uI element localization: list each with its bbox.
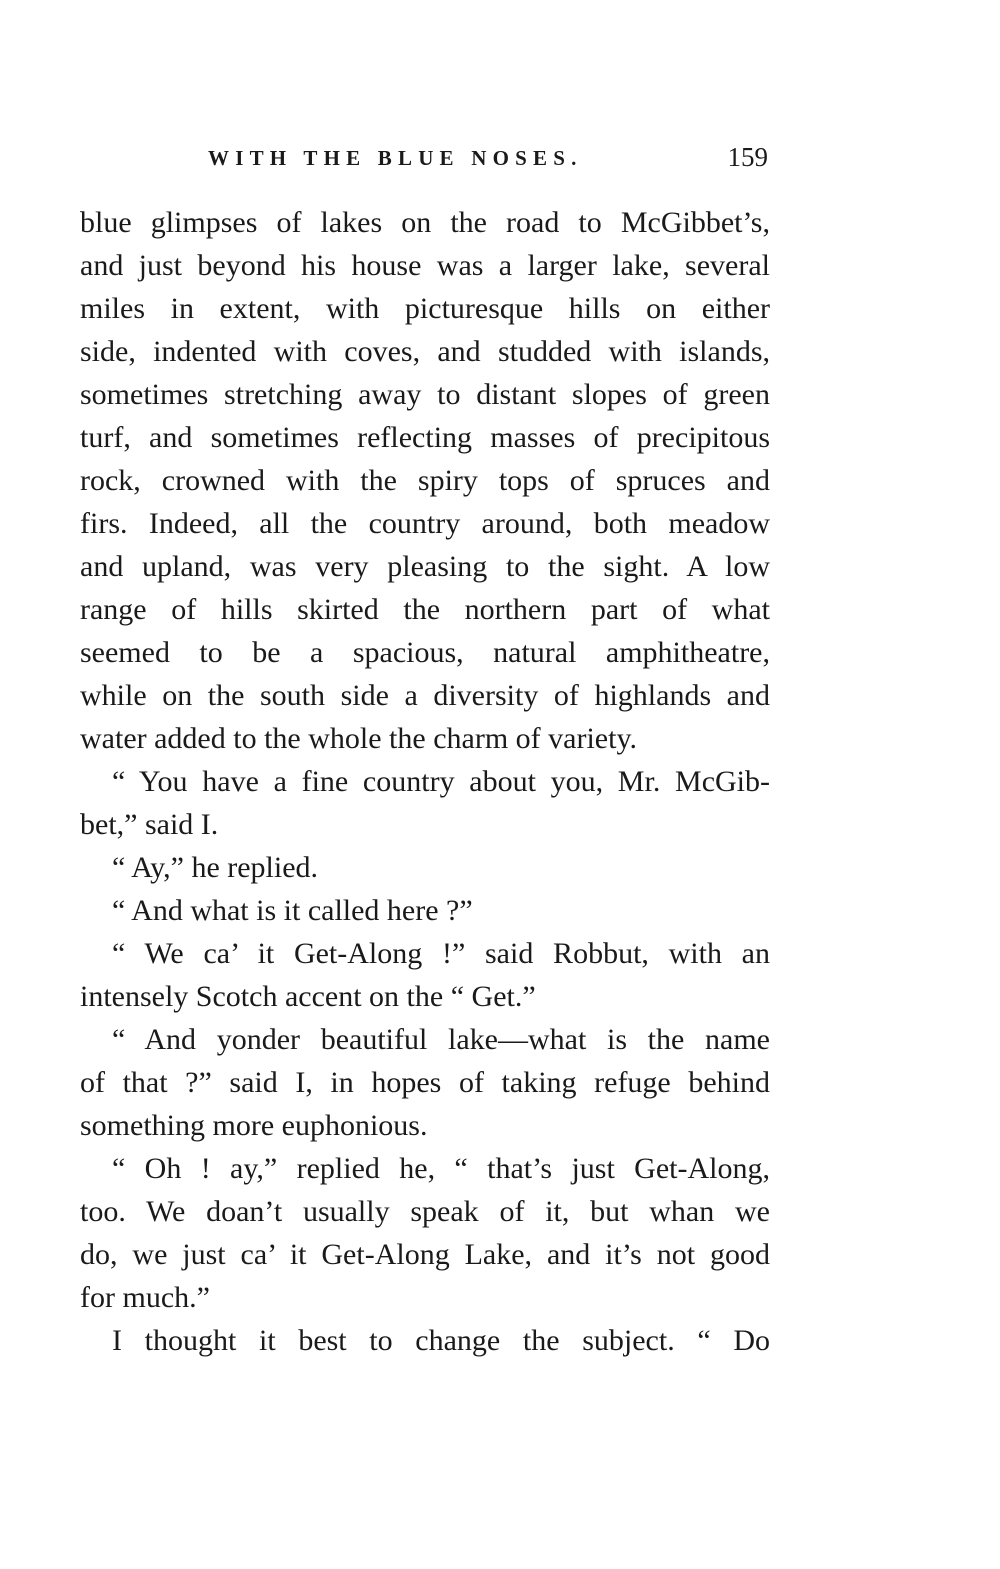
text-line: sometimes stretching away to distant slopes of green (80, 378, 770, 411)
running-head (80, 142, 770, 174)
text-line: I thought it best to change the subject. “ Do (112, 1324, 770, 1357)
text-line: firs. Indeed, all the country around, both meadow (80, 507, 770, 540)
text-line: too. We doan’t usually speak of it, but whan we (80, 1195, 770, 1228)
text-line: “ You have a fine country about you, Mr. McGib- (112, 765, 770, 798)
text-line: side, indented with coves, and studded with islands, (80, 335, 770, 368)
text-line: “ We ca’ it Get-Along !” said Robbut, with an (112, 937, 770, 970)
text-line: “ Oh ! ay,” replied he, “ that’s just Get-Along, (112, 1152, 770, 1185)
text-line: do, we just ca’ it Get-Along Lake, and it’s not good (80, 1238, 770, 1271)
text-line: of that ?” said I, in hopes of taking refuge behind (80, 1066, 770, 1099)
text-line: for much.” (80, 1281, 210, 1314)
text-line: miles in extent, with picturesque hills on either (80, 292, 770, 325)
text-line: “ Ay,” he replied. (112, 851, 319, 884)
page-number: 159 (727, 142, 768, 172)
text-line: and upland, was very pleasing to the sight. A low (80, 550, 770, 583)
running-title: WITH THE BLUE NOSES. (208, 146, 583, 170)
text-line: “ And yonder beautiful lake—what is the name (112, 1023, 770, 1056)
text-line: rock, crowned with the spiry tops of spruces and (80, 464, 770, 497)
text-line: bet,” said I. (80, 808, 219, 841)
text-line: range of hills skirted the northern part of what (80, 593, 770, 626)
text-line: blue glimpses of lakes on the road to McGibbet’s, (80, 206, 770, 239)
text-line: turf, and sometimes reflecting masses of precipitous (80, 421, 770, 454)
text-line: “ And what is it called here ?” (112, 894, 473, 927)
body-text (80, 201, 770, 1362)
text-line: seemed to be a spacious, natural amphitheatre, (80, 636, 770, 669)
text-line: and just beyond his house was a larger lake, several (80, 249, 770, 282)
text-line: something more euphonious. (80, 1109, 428, 1142)
text-line: intensely Scotch accent on the “ Get.” (80, 980, 536, 1013)
text-line: while on the south side a diversity of highlands and (80, 679, 770, 712)
text-line: water added to the whole the charm of variety. (80, 722, 637, 755)
